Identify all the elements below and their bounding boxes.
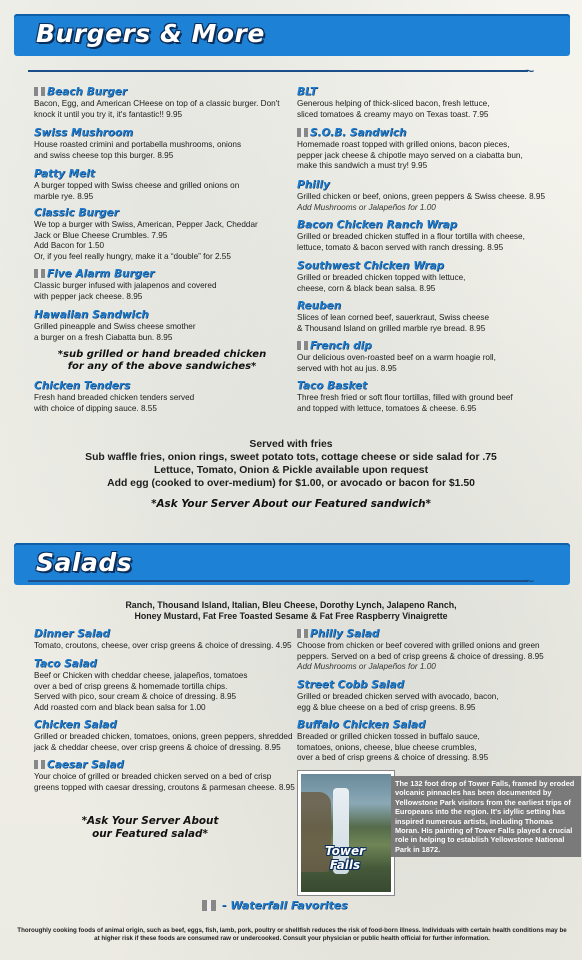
menu-item-buffalo-chicken-salad [297,719,569,764]
item-description: Our delicious oven-roasted beef on a warm hoagie roll, served with hot au jus. 8.95 [297,353,496,373]
menu-item-street-cobb-salad [297,679,569,713]
menu-item-beach-burger [34,86,284,120]
menu-item-reuben [297,300,567,334]
menu-item-philly-salad [297,628,569,673]
item-title: Reuben [297,300,342,312]
menu-item-bacon-chicken-ranch-wrap [297,219,567,253]
waterfall-icon [34,760,45,769]
waterfall-icon [297,629,308,638]
menu-item-southwest-chicken-wrap [297,260,567,294]
waterfall-icon [297,128,308,137]
menu-item-dinner-salad [34,628,292,652]
menu-item-philly [297,179,567,213]
item-description: Breaded or grilled chicken tossed in buffalo sauce, tomatoes, onions, cheese, blue cheese crumbles, over a bed of crisp greens & choice of dressing. 8.95 [297,732,489,763]
item-description: We top a burger with Swiss, American, Pepper Jack, Cheddar Jack or Blue Cheese Crumbles. 7.95 Add Bacon for 1.50 Or, if you feel really hungry, make it a “double” for 2.55 [34,220,258,261]
burgers-divider [28,70,528,72]
item-title: Hawaiian Sandwich [34,309,149,321]
item-title: Taco Salad [34,658,97,670]
item-description: House roasted crimini and portabella mushrooms, onions and swiss cheese top this burger. 8.95 [34,140,242,160]
food-safety-disclaimer: Thoroughly cooking foods of animal origin, such as beef, eggs, fish, lamb, pork, poultry or shellfish reduces the risk of food-born illness. Individuals with certain health conditions may be at higher risk if these foods are consumed raw or undercooked. Consult your physician or public health official for further information. [17,927,567,943]
item-title: Bacon Chicken Ranch Wrap [297,219,458,231]
photo-caption: Tower Falls [324,844,366,872]
salads-banner [14,543,570,585]
dressing-options: Ranch, Thousand Island, Italian, Bleu Cheese, Dorothy Lynch, Jalapeno Ranch, Honey Mustard, Fat Free Toasted Sesame & Fat Free Raspberry Vinaigrette [125,600,457,621]
item-title: Taco Basket [297,380,368,392]
item-description: A burger topped with Swiss cheese and grilled onions on marble rye. 8.95 [34,181,240,201]
item-title: Buffalo Chicken Salad [297,719,426,731]
item-description: Grilled chicken or beef, onions, green peppers & Swiss cheese. 8.95 [297,192,546,201]
waterfall-icon [34,269,45,278]
sides-line: Add egg (cooked to over-medium) for $1.00, or avocado or bacon for $1.50 [107,478,475,489]
salads-section-title: Salads [36,548,133,577]
divider-swirl-icon: ~ [524,61,535,81]
item-title: Caesar Salad [47,759,124,771]
sides-block [0,438,582,490]
item-description: Grilled or breaded chicken served with avocado, bacon, egg & blue cheese on a bed of crisp greens. 8.95 [297,692,499,712]
menu-item-classic-burger [34,207,284,262]
menu-item-taco-basket [297,380,567,414]
item-description: Your choice of grilled or breaded chicken served on a bed of crisp greens topped with caesar dressing, croutons & parmesan cheese. 8.95 [34,772,295,792]
item-description: Homemade roast topped with grilled onions, bacon pieces, pepper jack cheese & chipotle mayo served on a ciabatta bun, make this sandwich a must try! 9.95 [297,140,523,171]
item-description: Classic burger infused with jalapenos and covered with pepper jack cheese. 8.95 [34,281,217,301]
tower-falls-description: The 132 foot drop of Tower Falls, framed by eroded volcanic pinnacles has been documented by Yellowstone Park visitors from the earliest trips of Europeans into the region. It's idyllic setting has inspired numerous artists, including Thomas Moran. His painting of Tower Falls played a crucial role in helping to establish Yellowstone National Park in 1872. [391,776,581,857]
item-title: Five Alarm Burger [47,268,155,280]
menu-item-swiss-mushroom [34,127,284,161]
sides-line: Sub waffle fries, onion rings, sweet potato tots, cottage cheese or side salad for .75 [85,452,497,463]
menu-item-chicken-tenders [34,380,284,414]
burgers-section-title: Burgers & More [36,19,265,48]
item-title: Philly Salad [310,628,380,640]
item-description: Tomato, croutons, cheese, over crisp greens & choice of dressing. 4.95 [34,641,292,650]
item-title: Philly [297,179,330,191]
item-description: Three fresh fried or soft flour tortillas, filled with ground beef and topped with lettuce, tomatoes & cheese. 6.95 [297,393,513,413]
item-title: BLT [297,86,318,98]
item-description: Slices of lean corned beef, sauerkraut, Swiss cheese & Thousand Island on grilled marble rye bread. 8.95 [297,313,490,333]
menu-item-sob-sandwich [297,127,567,172]
item-title: Southwest Chicken Wrap [297,260,445,272]
sides-line: Lettuce, Tomato, Onion & Pickle available upon request [153,465,429,476]
item-title: Dinner Salad [34,628,111,640]
menu-item-french-dip [297,340,567,374]
menu-item-taco-salad [34,658,292,713]
item-title: Patty Melt [34,168,95,180]
menu-item-caesar-salad [34,759,296,793]
salads-divider [28,580,528,582]
divider-swirl-icon: ~ [524,571,535,591]
burgers-banner [14,14,570,56]
item-description: Fresh hand breaded chicken tenders served with choice of dipping sauce. 8.55 [34,393,195,413]
item-title: Beach Burger [47,86,128,98]
menu-item-five-alarm-burger [34,268,284,302]
item-description: Grilled or breaded chicken stuffed in a flour tortilla with cheese, lettuce, tomato & bacon served with ranch dressing. 8.95 [297,232,525,252]
item-title: Classic Burger [34,207,119,219]
item-description: Bacon, Egg, and American CHeese on top of a classic burger. Don't knock it until you try it, it's fantastic!! 9.95 [34,99,280,119]
featured-sandwich-promo: *Ask Your Server About our Featured sandwich* [151,498,431,510]
item-title: Street Cobb Salad [297,679,405,691]
featured-salad-promo: *Ask Your Server About our Featured salad* [81,815,219,840]
item-description: Beef or Chicken with cheddar cheese, jalapeños, tomatoes over a bed of crisp greens & homemade tortilla chips. Served with pico, sour cream & choice of dressing. 8.95 Add roasted corn and black bean salsa for 1.00 [34,671,248,712]
menu-item-chicken-salad [34,719,296,753]
tower-falls-photo [298,771,394,895]
sub-chicken-note: *sub grilled or hand breaded chicken for any of the above sandwiches* [57,349,267,372]
menu-item-patty-melt [34,168,284,202]
item-title: Chicken Salad [34,719,117,731]
item-note: Add Mushrooms or Jalapeños for 1.00 [297,202,436,212]
waterfall-icon [202,900,216,911]
item-description: Grilled pineapple and Swiss cheese smother a burger on a fresh Ciabatta bun. 8.95 [34,322,196,342]
waterfall-icon [297,341,308,350]
menu-item-hawaiian-sandwich [34,309,284,343]
waterfall-favorites-legend: - Waterfall Favorites [222,899,348,912]
sides-heading: Served with fries [249,439,333,450]
waterfall-icon [34,87,45,96]
item-note: Add Mushrooms or Jalapeños for 1.00 [297,662,436,672]
item-description: Generous helping of thick-sliced bacon, fresh lettuce, sliced tomatoes & creamy mayo on Texas toast. 7.95 [297,99,490,119]
item-description: Grilled or breaded chicken topped with lettuce, cheese, corn & black bean salsa. 8.95 [297,273,466,293]
item-title: S.O.B. Sandwich [310,127,407,139]
item-description: Grilled or breaded chicken, tomatoes, onions, green peppers, shredded jack & cheddar cheese, over crisp greens & choice of dressing. 8.95 [34,732,293,752]
item-title: Chicken Tenders [34,380,131,392]
item-title: Swiss Mushroom [34,127,134,139]
item-description: Choose from chicken or beef covered with grilled onions and green peppers. Served on a bed of crisp greens & choice of dressing. 8.95 [297,641,544,661]
menu-item-blt [297,86,567,120]
item-title: French dip [310,340,372,352]
